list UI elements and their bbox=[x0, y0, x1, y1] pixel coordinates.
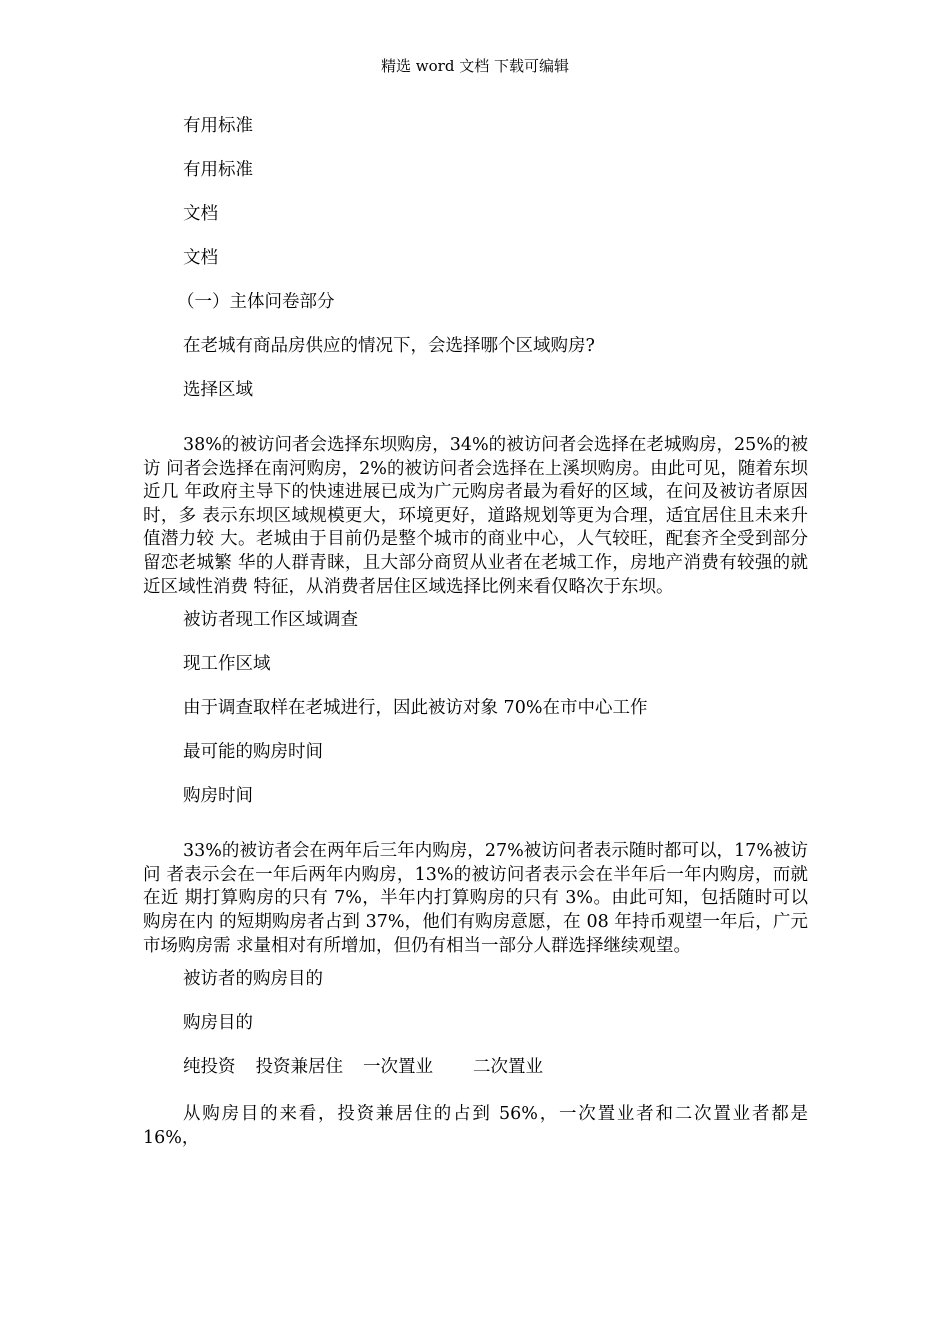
text-line: 有用标准 bbox=[183, 160, 253, 180]
chart-caption: 选择区域 bbox=[183, 380, 253, 400]
section-heading: （一）主体问卷部分 bbox=[177, 292, 335, 312]
subheading: 被访者现工作区域调查 bbox=[183, 610, 358, 631]
purpose-options-row bbox=[143, 1055, 808, 1099]
page-header: 精选 word 文档 下载可编辑 bbox=[381, 57, 569, 75]
question-text: 在老城有商品房供应的情况下，会选择哪个区域购房? bbox=[183, 336, 595, 356]
text-line: 由于调查取样在老城进行，因此被访对象 70%在市中心工作 bbox=[183, 698, 648, 719]
purpose-option: 投资兼居住 bbox=[255, 1057, 343, 1078]
paragraph-region-choice: 38%的被访问者会选择东坝购房，34%的被访问者会选择在老城购房，25%的被访 问者会选择在南河购房，2%的被访问者会选择在上溪坝购房。由此可见，随着东坝近几 年政府主导下的快速进展已成为广元购房者最为看好的区域，在问及被访者原因时，多 表示东坝区域规模更大，环境更好，道路规划等更为合理，适宜居住且未来升值潜力较 大。老城由于目前仍是整个城市的商业中心，人气较旺，配套齐全受到部分留恋老城繁 华的人群青睐，且大部分商贸从业者在老城工作，房地产消费有较强的就近区域性消费 特征，从消费者居住区域选择比例来看仅略次于东坝。 bbox=[143, 435, 808, 597]
chart-caption: 现工作区域 bbox=[183, 654, 271, 675]
subheading: 最可能的购房时间 bbox=[183, 742, 323, 763]
document-body bbox=[143, 114, 808, 1159]
chart-caption: 购房目的 bbox=[183, 1013, 253, 1034]
chart-caption: 购房时间 bbox=[183, 786, 253, 807]
text-line: 文档 bbox=[183, 248, 218, 268]
text-line: 文档 bbox=[183, 204, 218, 224]
paragraph-purchase-purpose: 从购房目的来看，投资兼居住的占到 56%，一次置业者和二次置业者都是 16%， bbox=[143, 1104, 808, 1148]
subheading: 被访者的购房目的 bbox=[183, 969, 323, 990]
purpose-option: 一次置业 bbox=[363, 1057, 433, 1078]
purpose-option: 纯投资 bbox=[183, 1057, 236, 1078]
paragraph-purchase-time: 33%的被访者会在两年后三年内购房，27%被访问者表示随时都可以，17%被访问 者表示会在一年后两年内购房，13%的被访问者表示会在半年后一年内购房，而就在近 期打算购房的只有 7%，半年内打算购房的只有 3%。由此可知，包括随时可以购房在内 的短期购房者占到 37%，他们有购房意愿，在 08 年持币观望一年后，广元市场购房需 求量相对有所增加，但仍有相当一部分人群选择继续观望。 bbox=[143, 841, 808, 956]
text-line: 有用标准 bbox=[183, 116, 253, 136]
purpose-option: 二次置业 bbox=[473, 1057, 543, 1078]
